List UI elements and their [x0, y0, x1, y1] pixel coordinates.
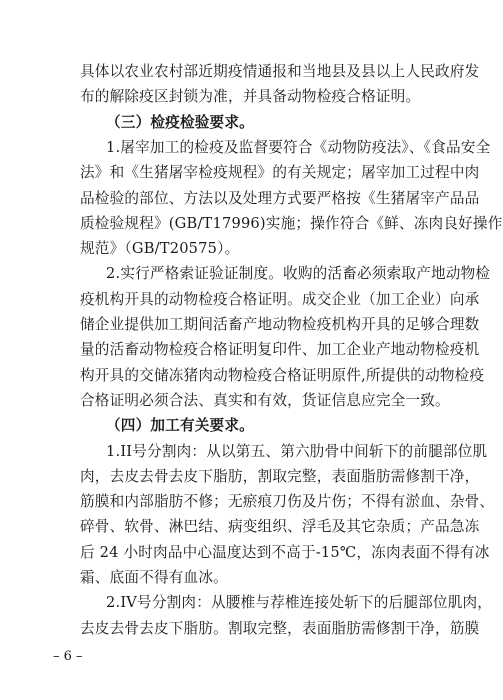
text-line: 合格证明必须合法、真实和有效，货证信息应完全一致。: [80, 391, 450, 409]
text-line: 构开具的交储冻猪肉动物检疫合格证明原件,所提供的动物检疫: [80, 366, 485, 384]
text-line: 去皮去骨去皮下脂肪。割取完整，表面脂肪需修割干净，筋膜: [80, 619, 480, 637]
text-line: （四）加工有关要求。: [106, 417, 254, 435]
text-line: 1.屠宰加工的检疫及监督要符合《动物防疫法》、《食品安全: [106, 138, 491, 156]
text-line: 肉，去皮去骨去皮下脂肪，割取完整，表面脂肪需修割干净，: [80, 467, 480, 485]
text-line: 具体以农业农村部近期疫情通报和当地县及县以上人民政府发: [80, 63, 480, 80]
text-line: 量的活畜动物检疫合格证明复印件、加工企业产地动物检疫机: [80, 341, 480, 359]
text-line: 疫机构开具的动物检疫合格证明。成交企业（加工企业）向承: [80, 290, 480, 308]
text-line: 品检验的部位、方法以及处理方式要严格按《生猪屠宰产品品: [80, 189, 480, 207]
text-line: 质检验规程》(GB/T17996)实施；操作符合《鲜、冻肉良好操作: [80, 214, 503, 232]
text-line: （三）检疫检验要求。: [106, 113, 254, 131]
text-line: 布的解除疫区封锁为准，并具备动物检疫合格证明。: [80, 88, 421, 106]
page-number: – 6 –: [53, 649, 83, 664]
text-line: 后 24 小时肉品中心温度达到不高于-15℃，冻肉表面不得有冰: [80, 543, 490, 561]
text-line: 2.实行严格索证验证制度。收购的活畜必须索取产地动物检: [106, 265, 491, 283]
text-line: 储企业提供加工期间活畜产地动物检疫机构开具的足够合理数: [80, 316, 480, 333]
text-line: 法》和《生猪屠宰检疫规程》的有关规定；屠宰加工过程中肉: [80, 164, 480, 182]
text-line: 筋膜和内部脂肪不修；无瘀痕刀伤及片伤；不得有淤血、杂骨、: [80, 493, 495, 511]
text-line: 霜、底面不得有血冰。: [80, 569, 228, 586]
text-line: 1.II号分割肉：从以第五、第六肋骨中间斩下的前腿部位肌: [106, 442, 488, 460]
text-line: 碎骨、软骨、淋巴结、病变组织、浮毛及其它杂质；产品急冻: [80, 518, 480, 536]
text-line: 2.IV号分割肉：从腰椎与荐椎连接处斩下的后腿部位肌肉，: [106, 594, 493, 612]
text-line: 规范》（GB/T20575）。: [80, 240, 240, 258]
